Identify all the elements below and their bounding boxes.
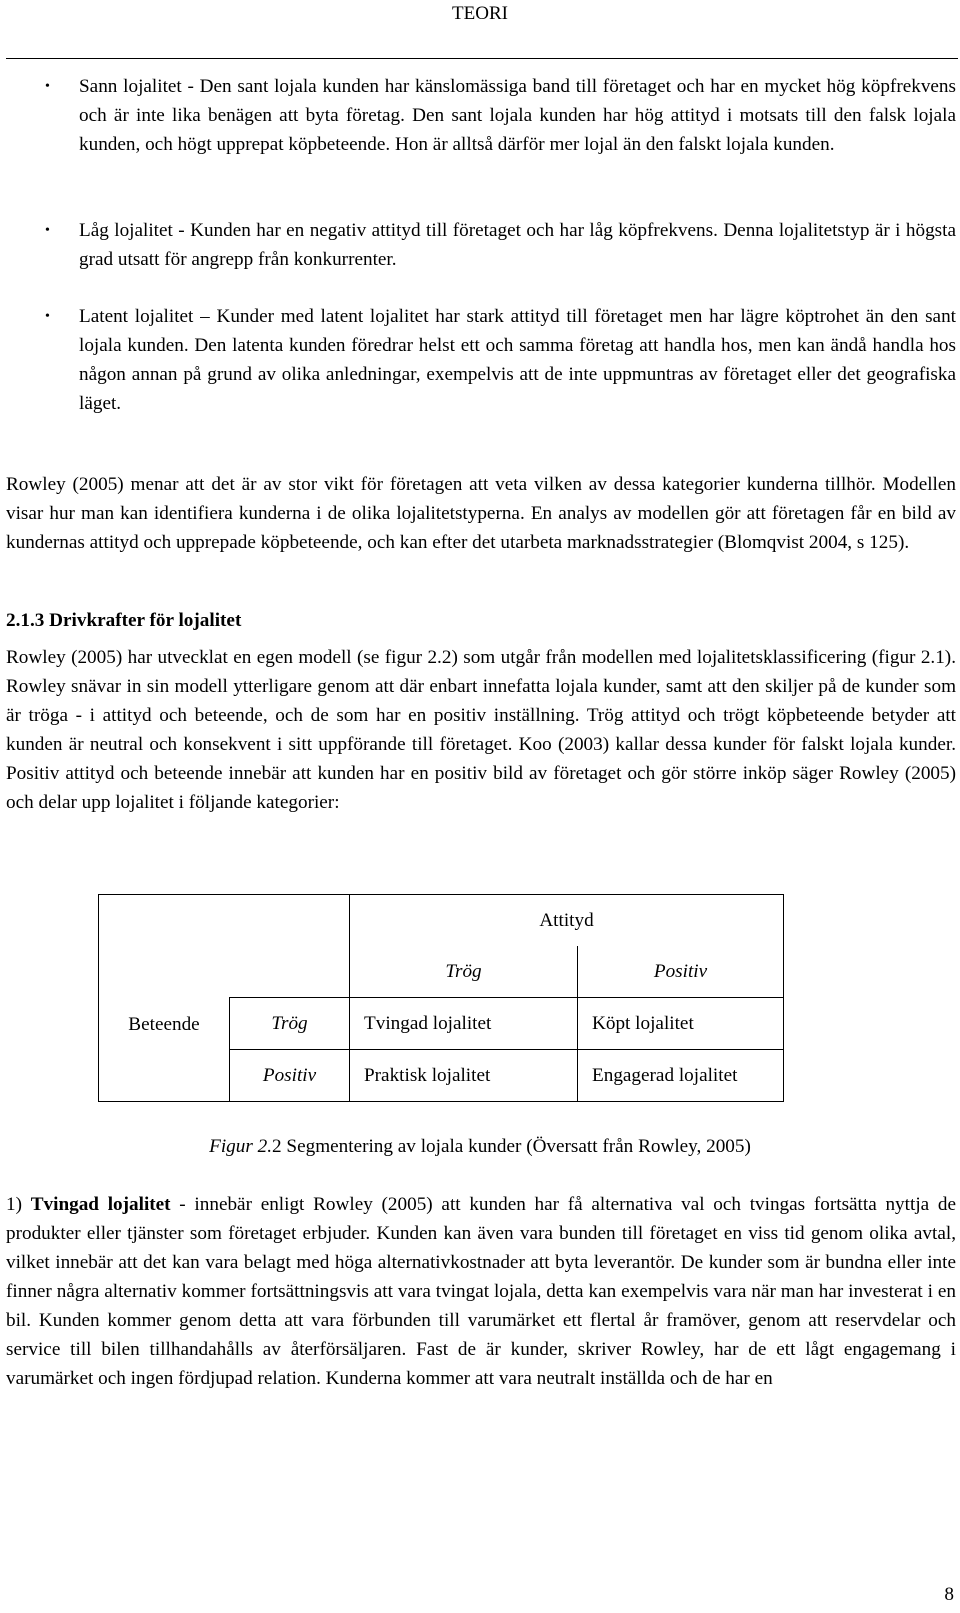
beteende-header: Beteende [99, 998, 230, 1102]
cell-praktisk-lojalitet: Praktisk lojalitet [350, 1050, 578, 1102]
bullet-marker: • [45, 309, 50, 324]
loyalty-segmentation-figure [98, 894, 784, 1102]
cell-tvingad-lojalitet: Tvingad lojalitet [350, 998, 578, 1050]
cell-kopt-lojalitet: Köpt lojalitet [578, 998, 784, 1050]
bullet-lag-lojalitet: Låg lojalitet - Kunden har en negativ attityd till företaget och har låg köpfrekvens. Denna lojalitetstyp är i högsta grad utsatt för angrepp från konkurrenter. [79, 220, 956, 270]
empty-cell [99, 895, 230, 947]
col-header-positiv: Positiv [578, 946, 784, 998]
term-tvingad-lojalitet: Tvingad lojalitet [30, 1194, 171, 1215]
list-number: 1) [6, 1194, 31, 1215]
col-header-trog: Trög [350, 946, 578, 998]
paragraph-rowley-kategorier: Rowley (2005) menar att det är av stor vikt för företagen att veta vilken av dessa kategorier kunderna tillhör. Modellen visar hur man kan identifiera kunderna i de olika lojalitetstyperna. En analys av modellen gör att företagen får en bild av kundernas attityd och upprepade köpbeteende, och kan efter det utarbeta marknadsstrategier (Blomqvist 2004, s 125). [6, 474, 956, 553]
paragraph-rowley-modell: Rowley (2005) har utvecklat en egen modell (se figur 2.2) som utgår från modellen med lojalitetsklassificering (figur 2.1). Rowley snävar in sin modell ytterligare genom att där enbart innefatta lojala kunder, samt att den skiljer på de kunder som är tröga - i attityd och beteende, och de som har en positiv inställning. Trög attityd och trögt köpbeteende betyder att kunden är neutral och konsekvent i sitt uppförande till företaget. Koo (2003) kallar dessa kunder för falskt lojala kunder. Positiv attityd och beteende innebär att kunden har en positiv bild av företaget och gör större inköp säger Rowley (2005) och delar upp lojalitet i följande kategorier: [6, 647, 956, 813]
bullet-latent-lojalitet: Latent lojalitet – Kunder med latent lojalitet har stark attityd till företaget men har lägre köptrohet än den sant lojala kunden. Den latenta kunden föredrar helst ett och samma företag att handla hos, men kan ändå handla hos någon annan på grund av olika anledningar, exempelvis att de inte uppmuntras av företaget eller det geografiska läget. [79, 306, 956, 414]
figure-caption [0, 1132, 960, 1161]
caption-text: 2 Segmentering av lojala kunder (Översatt från Rowley, 2005) [272, 1136, 751, 1157]
attityd-header: Attityd [350, 895, 784, 947]
paragraph-body: - innebär enligt Rowley (2005) att kunden har få alternativa val och tvingas fortsätta nyttja de produkter eller tjänster som företaget erbjuder. Kunden kan även vara bunden till företaget en viss tid genom olika avtal, vilket innebär att det kan vara belagt med höga alternativkostnader att byta leverantör. De kunder som är bundna eller inte finner några alternativ kommer fortsättningsvis att vara tvingat lojala, detta kan exempelvis vara när man har investerat i en bil. Kunden kommer genom detta att vara förbunden till varumärket ett flertal år framöver, genom att reservdelar och service till bilen tillhandahålls av återförsäljaren. Fast de är kunder, skriver Rowley, har de ett lågt engagemang i varumärket och ingen fördjupad relation. Kunderna kommer att vara neutralt inställda och de har en [6, 1194, 957, 1389]
page-number: 8 [944, 1584, 954, 1605]
cell-engagerad-lojalitet: Engagerad lojalitet [578, 1050, 784, 1102]
empty-cell [230, 895, 350, 947]
header-rule [6, 58, 958, 59]
bullet-marker: • [45, 79, 50, 94]
bullet-marker: • [45, 223, 50, 238]
bullet-sann-lojalitet: Sann lojalitet - Den sant lojala kunden har känslomässiga band till företaget och har en mycket hög köpfrekvens och är inte lika benägen att byta företag. Den sant lojala kunden har hög attityd i motsats till den falsk lojala kunden, och högt upprepat köpbeteende. Hon är alltså därför mer lojal än den falskt lojala kunden. [79, 76, 956, 155]
section-heading: 2.1.3 Drivkrafter för lojalitet [6, 610, 242, 631]
row-header-positiv: Positiv [230, 1050, 350, 1102]
caption-label: Figur 2. [209, 1136, 273, 1157]
row-header-trog: Trög [230, 998, 350, 1050]
paragraph-tvingad-lojalitet [6, 1190, 956, 1393]
empty-cell [99, 946, 230, 998]
running-header: TEORI [452, 3, 508, 24]
empty-cell [230, 946, 350, 998]
